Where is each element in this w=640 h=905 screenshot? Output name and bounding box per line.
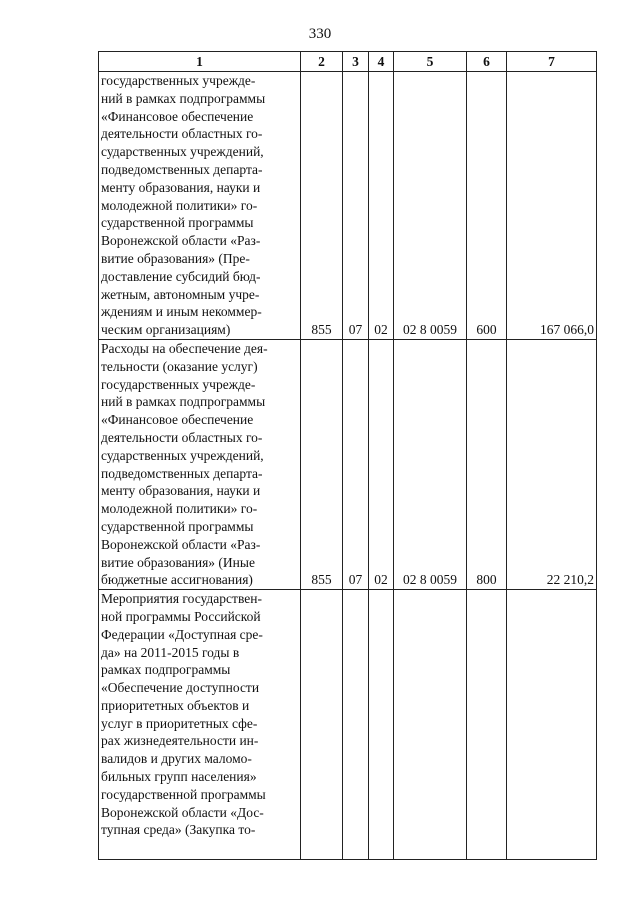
- cell-subsection: [369, 590, 394, 860]
- cell-subsection: 02: [369, 339, 394, 589]
- col-header-4: 4: [369, 52, 394, 72]
- description-line: доставление субсидий бюд-: [101, 268, 261, 284]
- description-line: жетным, автономным учре-: [101, 286, 260, 302]
- description-line: подведомственных департа-: [101, 465, 263, 481]
- cell-expense-type: 600: [467, 72, 507, 340]
- description-line: ной программы Российской: [101, 608, 261, 624]
- description-line: валидов и других маломо-: [101, 751, 252, 767]
- description-line: подведомственных департа-: [101, 161, 263, 177]
- description-line: ждениям и иным некоммер-: [101, 304, 262, 320]
- description-line: «Обеспечение доступности: [101, 680, 260, 696]
- description-line: Воронежской области «Дос-: [101, 804, 264, 820]
- description-line: «Финансовое обеспечение: [101, 412, 254, 428]
- header-row: [99, 52, 597, 72]
- col-header-7: 7: [507, 52, 597, 72]
- table-row: [99, 72, 597, 340]
- description-line: бюджетные ассигнования): [101, 572, 253, 588]
- col-header-2: 2: [301, 52, 343, 72]
- description-line: рамках подпрограммы: [101, 662, 231, 678]
- col-header-5: 5: [394, 52, 467, 72]
- table-row: [99, 590, 597, 860]
- cell-amount: 167 066,0: [507, 72, 597, 340]
- cell-ministry-code: 855: [301, 72, 343, 340]
- description-line: Воронежской области «Раз-: [101, 233, 261, 249]
- description-line: сударственной программы: [101, 518, 254, 534]
- description-line: сударственных учреждений,: [101, 447, 264, 463]
- description-line: молодежной политики» го-: [101, 501, 258, 517]
- description-line: деятельности областных го-: [101, 126, 263, 142]
- cell-section: [343, 590, 369, 860]
- cell-section: 07: [343, 339, 369, 589]
- page-number: 330: [308, 26, 332, 42]
- cell-amount: 22 210,2: [507, 339, 597, 589]
- description-line: рах жизнедеятельности ин-: [101, 733, 259, 749]
- description-line: тупная среда» (Закупка то-: [101, 822, 256, 838]
- cell-target-article: 02 8 0059: [394, 339, 467, 589]
- description-line: государственных учрежде-: [101, 73, 256, 88]
- cell-ministry-code: 855: [301, 339, 343, 589]
- description-line: услуг в приоритетных сфе-: [101, 715, 258, 731]
- description-line: витие образования» (Пре-: [101, 250, 250, 266]
- row-description: [99, 72, 301, 340]
- description-line: государственных учрежде-: [101, 376, 256, 392]
- description-line: сударственных учреждений,: [101, 144, 264, 160]
- description-line: бильных групп населения»: [101, 769, 257, 785]
- description-line: Мероприятия государствен-: [101, 591, 262, 607]
- description-line: Расходы на обеспечение дея-: [101, 340, 268, 356]
- table-row: [99, 339, 597, 589]
- cell-section: 07: [343, 72, 369, 340]
- cell-expense-type: [467, 590, 507, 860]
- description-line: приоритетных объектов и: [101, 697, 250, 713]
- col-header-6: 6: [467, 52, 507, 72]
- description-line: менту образования, науки и: [101, 483, 261, 499]
- description-line: государственной программы: [101, 786, 266, 802]
- description-line: ний в рамках подпрограммы: [101, 394, 266, 410]
- row-description: [99, 590, 301, 860]
- cell-expense-type: 800: [467, 339, 507, 589]
- row-description: [99, 339, 301, 589]
- description-line: тельности (оказание услуг): [101, 358, 258, 374]
- description-line: молодежной политики» го-: [101, 197, 258, 213]
- cell-amount: [507, 590, 597, 860]
- col-header-3: 3: [343, 52, 369, 72]
- description-line: витие образования» (Иные: [101, 554, 255, 570]
- description-line: ний в рамках подпрограммы: [101, 90, 266, 106]
- description-line: Федерации «Доступная сре-: [101, 626, 263, 642]
- cell-target-article: [394, 590, 467, 860]
- description-line: Воронежской области «Раз-: [101, 536, 261, 552]
- cell-ministry-code: [301, 590, 343, 860]
- description-line: «Финансовое обеспечение: [101, 108, 254, 124]
- description-line: менту образования, науки и: [101, 179, 261, 195]
- budget-table: [98, 51, 597, 860]
- description-line: да» на 2011-2015 годы в: [101, 644, 240, 660]
- col-header-1: 1: [99, 52, 301, 72]
- cell-target-article: 02 8 0059: [394, 72, 467, 340]
- description-line: сударственной программы: [101, 215, 254, 231]
- description-line: деятельности областных го-: [101, 429, 263, 445]
- cell-subsection: 02: [369, 72, 394, 340]
- description-line: ческим организациям): [101, 322, 231, 338]
